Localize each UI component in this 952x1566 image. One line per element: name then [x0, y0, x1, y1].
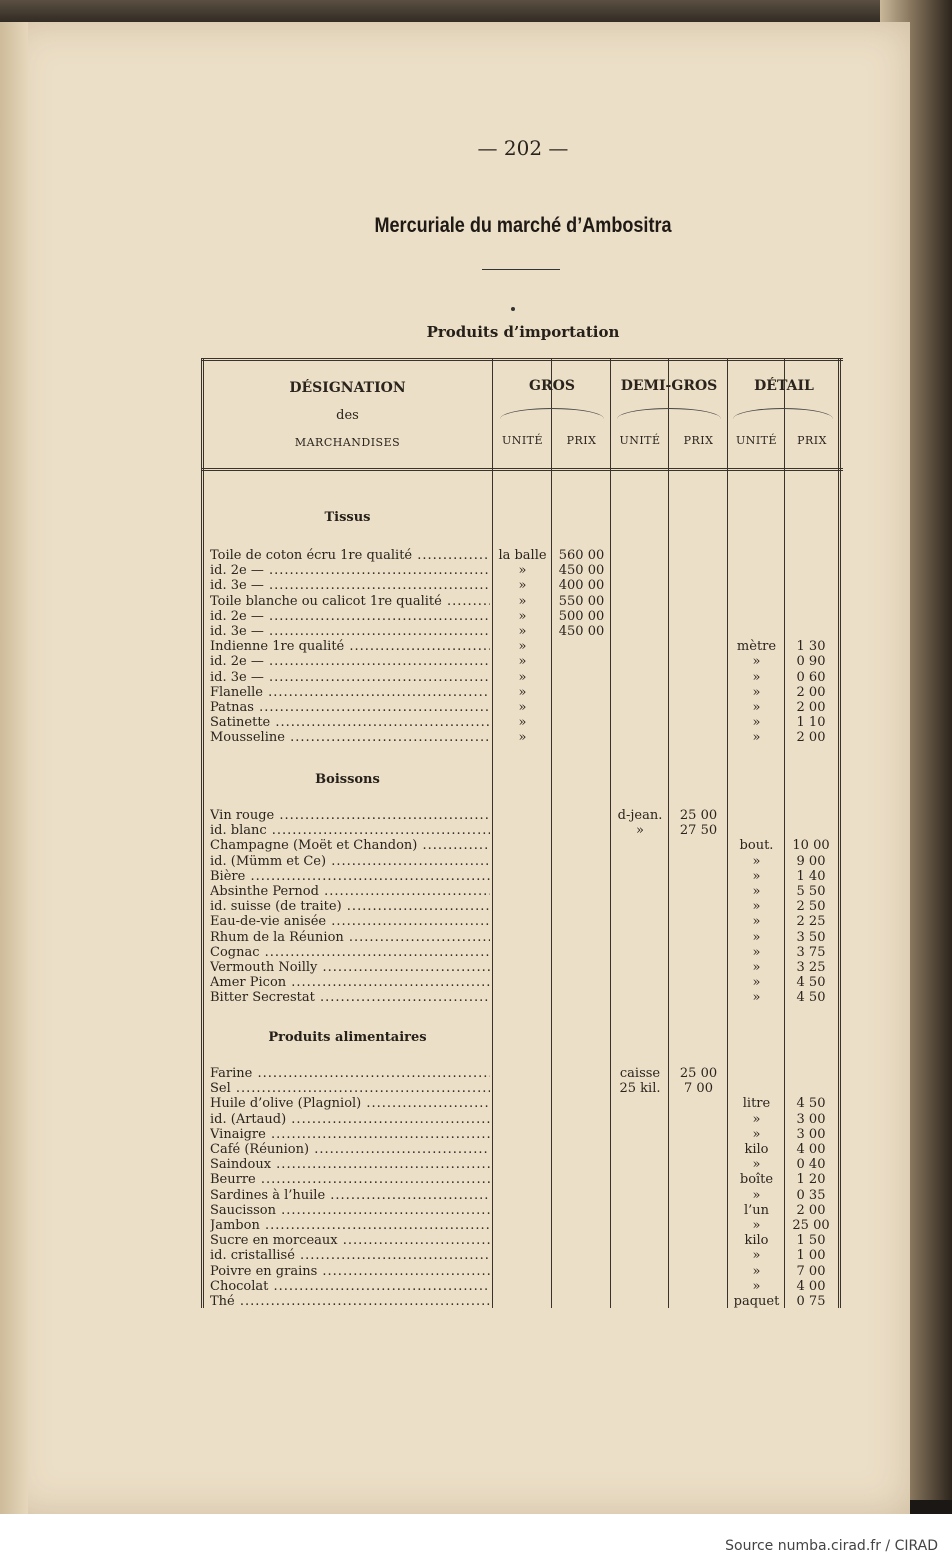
section-heading: Boissons [315, 772, 380, 787]
cell-gu: » [518, 654, 527, 670]
cell-tp: 9 00 [796, 853, 826, 869]
cell-tp: 2 00 [796, 684, 826, 700]
cell-designation: Sardines à l’huile ..... [210, 1188, 490, 1203]
cell-tu: bout. [739, 838, 774, 854]
cell-tp: 2 25 [796, 914, 826, 930]
cell-tu: » [752, 960, 761, 975]
cell-designation: Absinthe Pernod ..... [210, 884, 490, 899]
header-demi-unite: UNITÉ [619, 434, 661, 447]
cell-gu: » [518, 608, 527, 624]
cell-designation: Sel ..... [210, 1081, 490, 1096]
cell-tp: 3 75 [796, 944, 826, 960]
cell-tp: 4 50 [796, 1096, 826, 1112]
cell-tu: kilo [744, 1142, 769, 1157]
cell-dp: 7 00 [684, 1081, 713, 1097]
cell-tp: 3 50 [796, 929, 826, 945]
page-title: Mercuriale du marché d’Ambositra [374, 214, 672, 237]
cell-tu: » [752, 990, 761, 1006]
cell-designation: Toile blanche ou calicot 1re qualité ..... [210, 594, 490, 609]
source-credit: Source numba.cirad.fr / CIRAD [725, 1538, 938, 1554]
header-gros-unite: UNITÉ [501, 434, 544, 447]
cell-designation: id. suisse (de traite) ..... [210, 899, 490, 914]
cell-tp: 7 00 [796, 1263, 826, 1279]
cell-designation: Rhum de la Réunion ..... [210, 930, 490, 945]
cell-tp: 0 40 [796, 1157, 826, 1173]
col-divider [784, 358, 785, 1308]
cell-designation: Patnas ..... [210, 700, 490, 715]
cell-designation: Jambon ..... [210, 1218, 490, 1233]
cell-tu: » [752, 669, 761, 685]
cell-designation: id. 3e — ..... [210, 624, 490, 639]
cell-designation: Poivre en grains ..... [210, 1264, 490, 1279]
cell-tu: » [752, 899, 761, 915]
cell-gu: » [518, 563, 527, 579]
cell-tu: » [752, 1218, 761, 1233]
cell-gu: » [518, 700, 527, 715]
col-divider [551, 358, 552, 1308]
section-heading: Tissus [324, 510, 371, 525]
cell-dp: 27 50 [679, 823, 718, 839]
cell-tp: 10 00 [792, 838, 830, 854]
cell-tp: 3 00 [796, 1111, 826, 1127]
cell-tp: 0 75 [796, 1294, 826, 1309]
cell-designation: Toile de coton écru 1re qualité ..... [210, 548, 490, 563]
cell-designation: Café (Réunion) ..... [210, 1142, 490, 1157]
cell-tu: » [752, 1157, 761, 1173]
cell-designation: Satinette ..... [210, 715, 490, 730]
cell-gp: 500 00 [558, 608, 605, 624]
cell-tu: » [752, 1111, 761, 1127]
cell-tu: boîte [739, 1172, 774, 1188]
cell-du: 25 kil. [619, 1081, 661, 1097]
header-gros: GROS [529, 378, 575, 394]
cell-gp: 560 00 [558, 548, 605, 563]
title-rule [482, 269, 560, 270]
page-gutter [0, 22, 28, 1514]
cell-tp: 25 00 [792, 1218, 830, 1233]
cell-tu: kilo [744, 1233, 769, 1249]
cell-designation: Chocolat ..... [210, 1279, 490, 1294]
cell-tu: » [752, 944, 761, 960]
cell-designation: Farine ..... [210, 1066, 490, 1081]
cell-designation: Bière ..... [210, 869, 490, 884]
cell-tu: litre [742, 1096, 771, 1112]
cell-designation: Beurre ..... [210, 1172, 490, 1187]
cell-tu: » [752, 884, 761, 899]
cell-designation: id. (Artaud) ..... [210, 1112, 490, 1127]
ornament-dot [511, 307, 515, 311]
cell-designation: Huile d’olive (Plagniol) ..... [210, 1096, 490, 1111]
cell-designation: Indienne 1re qualité ..... [210, 639, 490, 654]
cell-designation: id. blanc ..... [210, 823, 490, 838]
cell-designation: id. 3e — ..... [210, 670, 490, 685]
header-demi-prix: PRIX [683, 434, 714, 447]
cell-dp: 25 00 [679, 1066, 718, 1081]
cell-designation: Thé ..... [210, 1294, 490, 1309]
cell-designation: Saindoux ..... [210, 1157, 490, 1172]
cell-du: caisse [619, 1066, 661, 1081]
cell-tp: 2 00 [796, 1202, 826, 1218]
header-des: des [336, 408, 359, 423]
cell-tu: » [752, 730, 761, 746]
cell-designation: Vinaigre ..... [210, 1127, 490, 1142]
cell-designation: id. cristallisé ..... [210, 1248, 490, 1263]
header-designation: DÉSIGNATION [289, 380, 406, 396]
cell-du: d-jean. [617, 808, 663, 823]
cell-designation: Vin rouge ..... [210, 808, 490, 823]
cell-designation: id. 2e — ..... [210, 654, 490, 669]
cell-designation: id. 2e — ..... [210, 609, 490, 624]
cell-tp: 1 00 [796, 1248, 826, 1264]
header-detail-prix: PRIX [797, 434, 827, 447]
cell-gu: » [518, 669, 527, 685]
cell-tu: » [752, 1187, 761, 1203]
cell-tu: l’un [743, 1202, 770, 1218]
cell-tu: » [752, 929, 761, 945]
col-divider [668, 358, 669, 1308]
cell-tu: » [752, 1278, 761, 1294]
cell-gp: 450 00 [558, 563, 605, 579]
cell-tp: 2 00 [796, 700, 826, 715]
cell-gu: » [518, 730, 527, 746]
header-detail: DÉTAIL [754, 378, 814, 394]
cell-designation: Mousseline ..... [210, 730, 490, 745]
col-divider [727, 358, 728, 1308]
table-border-right [838, 358, 841, 1308]
cell-designation: Bitter Secrestat ..... [210, 990, 490, 1005]
table-border-left [201, 358, 204, 1308]
cell-tp: 2 00 [796, 730, 826, 746]
cell-tp: 5 50 [796, 884, 826, 899]
header-rule [201, 468, 843, 471]
cell-designation: id. 3e — ..... [210, 578, 490, 593]
cell-designation: Sucre en morceaux ..... [210, 1233, 490, 1248]
cell-tu: » [752, 715, 761, 731]
cell-tp: 4 50 [796, 990, 826, 1006]
cell-tu: » [752, 700, 761, 715]
cell-tu: » [752, 684, 761, 700]
cell-tp: 0 60 [796, 669, 826, 685]
cell-tu: » [752, 1248, 761, 1264]
cell-gu: » [518, 593, 527, 609]
cell-tp: 1 50 [796, 1233, 826, 1249]
cell-tp: 1 20 [796, 1172, 826, 1188]
cell-tp: 4 00 [796, 1142, 826, 1157]
header-detail-unite: UNITÉ [735, 434, 778, 447]
cell-tp: 3 25 [796, 960, 826, 975]
cell-tp: 0 35 [796, 1187, 826, 1203]
cell-tu: » [752, 1263, 761, 1279]
cell-gu: » [518, 684, 527, 700]
cell-gu: » [518, 624, 527, 639]
cell-designation: id. 2e — ..... [210, 563, 490, 578]
header-marchandises: MARCHANDISES [294, 436, 401, 449]
cell-gu: la balle [498, 548, 547, 563]
cell-tu: » [752, 975, 761, 991]
cell-tu: mètre [736, 639, 777, 655]
cell-du: » [636, 823, 644, 839]
cell-dp: 25 00 [679, 808, 718, 823]
cell-tp: 4 00 [796, 1278, 826, 1294]
cell-tu: » [752, 868, 761, 884]
cell-tp: 3 00 [796, 1126, 826, 1142]
cell-gu: » [518, 639, 527, 655]
col-divider [610, 358, 611, 1308]
page-number: — 202 — [477, 136, 569, 160]
cell-gp: 450 00 [558, 624, 605, 639]
cell-tu: » [752, 654, 761, 670]
header-gros-prix: PRIX [566, 434, 597, 447]
cell-tu: » [752, 914, 761, 930]
cell-designation: Amer Picon ..... [210, 975, 490, 990]
cell-tp: 0 90 [796, 654, 826, 670]
header-demi-gros: DEMI-GROS [620, 378, 718, 394]
cell-tu: » [752, 1126, 761, 1142]
cell-designation: Champagne (Moët et Chandon) ..... [210, 838, 490, 853]
section-heading: Produits alimentaires [268, 1030, 427, 1045]
cell-gu: » [518, 578, 527, 594]
cell-tp: 1 30 [796, 639, 826, 655]
cell-designation: Saucisson ..... [210, 1203, 490, 1218]
cell-designation: Cognac ..... [210, 945, 490, 960]
col-divider [492, 358, 493, 1308]
cell-tu: » [752, 853, 761, 869]
cell-tp: 1 10 [796, 715, 826, 731]
cell-designation: Eau-de-vie anisée ..... [210, 914, 490, 929]
cell-designation: Flanelle ..... [210, 685, 490, 700]
cell-tp: 4 50 [796, 975, 826, 991]
cell-designation: Vermouth Noilly ..... [210, 960, 490, 975]
subtitle: Produits d’importation [426, 323, 620, 341]
cell-tp: 1 40 [796, 868, 826, 884]
cell-gu: » [518, 715, 527, 731]
table-top-rule [201, 358, 843, 361]
cell-designation: id. (Mümm et Ce) ..... [210, 854, 490, 869]
cell-gp: 400 00 [558, 578, 605, 594]
cell-tp: 2 50 [796, 899, 826, 915]
cell-gp: 550 00 [558, 593, 605, 609]
cell-tu: paquet [733, 1294, 780, 1309]
